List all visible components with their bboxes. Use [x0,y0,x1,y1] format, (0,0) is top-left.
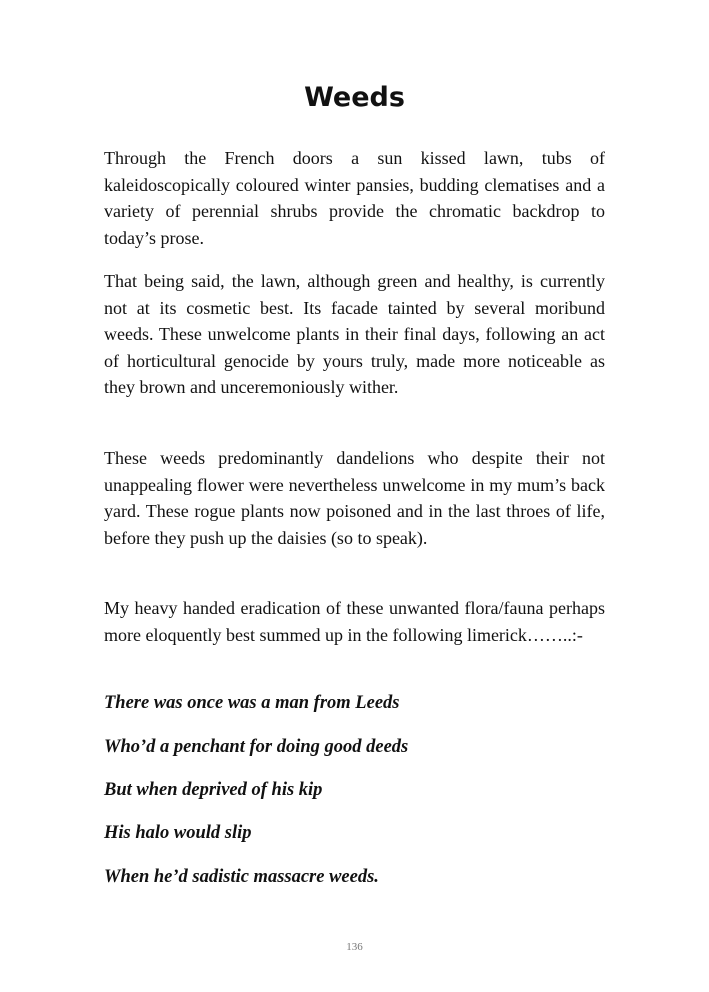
paragraph: My heavy handed eradication of these unwanted flora/fauna perhaps more eloquently best summed up in the following limerick……..:- [104,598,605,645]
limerick-line: Who’d a penchant for doing good deeds [104,737,409,757]
paragraph: Through the French doors a sun kissed lawn, tubs of kaleidoscopically coloured winter pansies, budding clematises and a variety of perennial shrubs provide the chromatic backdrop to today’s prose. [104,148,605,248]
paragraph: These weeds predominantly dandelions who despite their not unappealing flower were nevertheless unwelcome in my mum’s back yard. These rogue plants now poisoned and in the last throes of life, before they push up the daisies (so to speak). [104,448,605,548]
paragraph: That being said, the lawn, although green and healthy, is currently not at its cosmetic best. Its facade tainted by several moribund weeds. These unwelcome plants in their final days, following an act of horticultural genocide by yours truly, made more noticeable as they brown and unceremoniously wither. [104,271,605,398]
page-title: Weeds [304,82,405,113]
limerick-line: When he’d sadistic massacre weeds. [104,867,379,887]
limerick-line: There was once was a man from Leeds [104,693,400,713]
page-number: 136 [346,941,363,953]
limerick-line: His halo would slip [104,823,252,843]
limerick-line: But when deprived of his kip [104,780,323,800]
